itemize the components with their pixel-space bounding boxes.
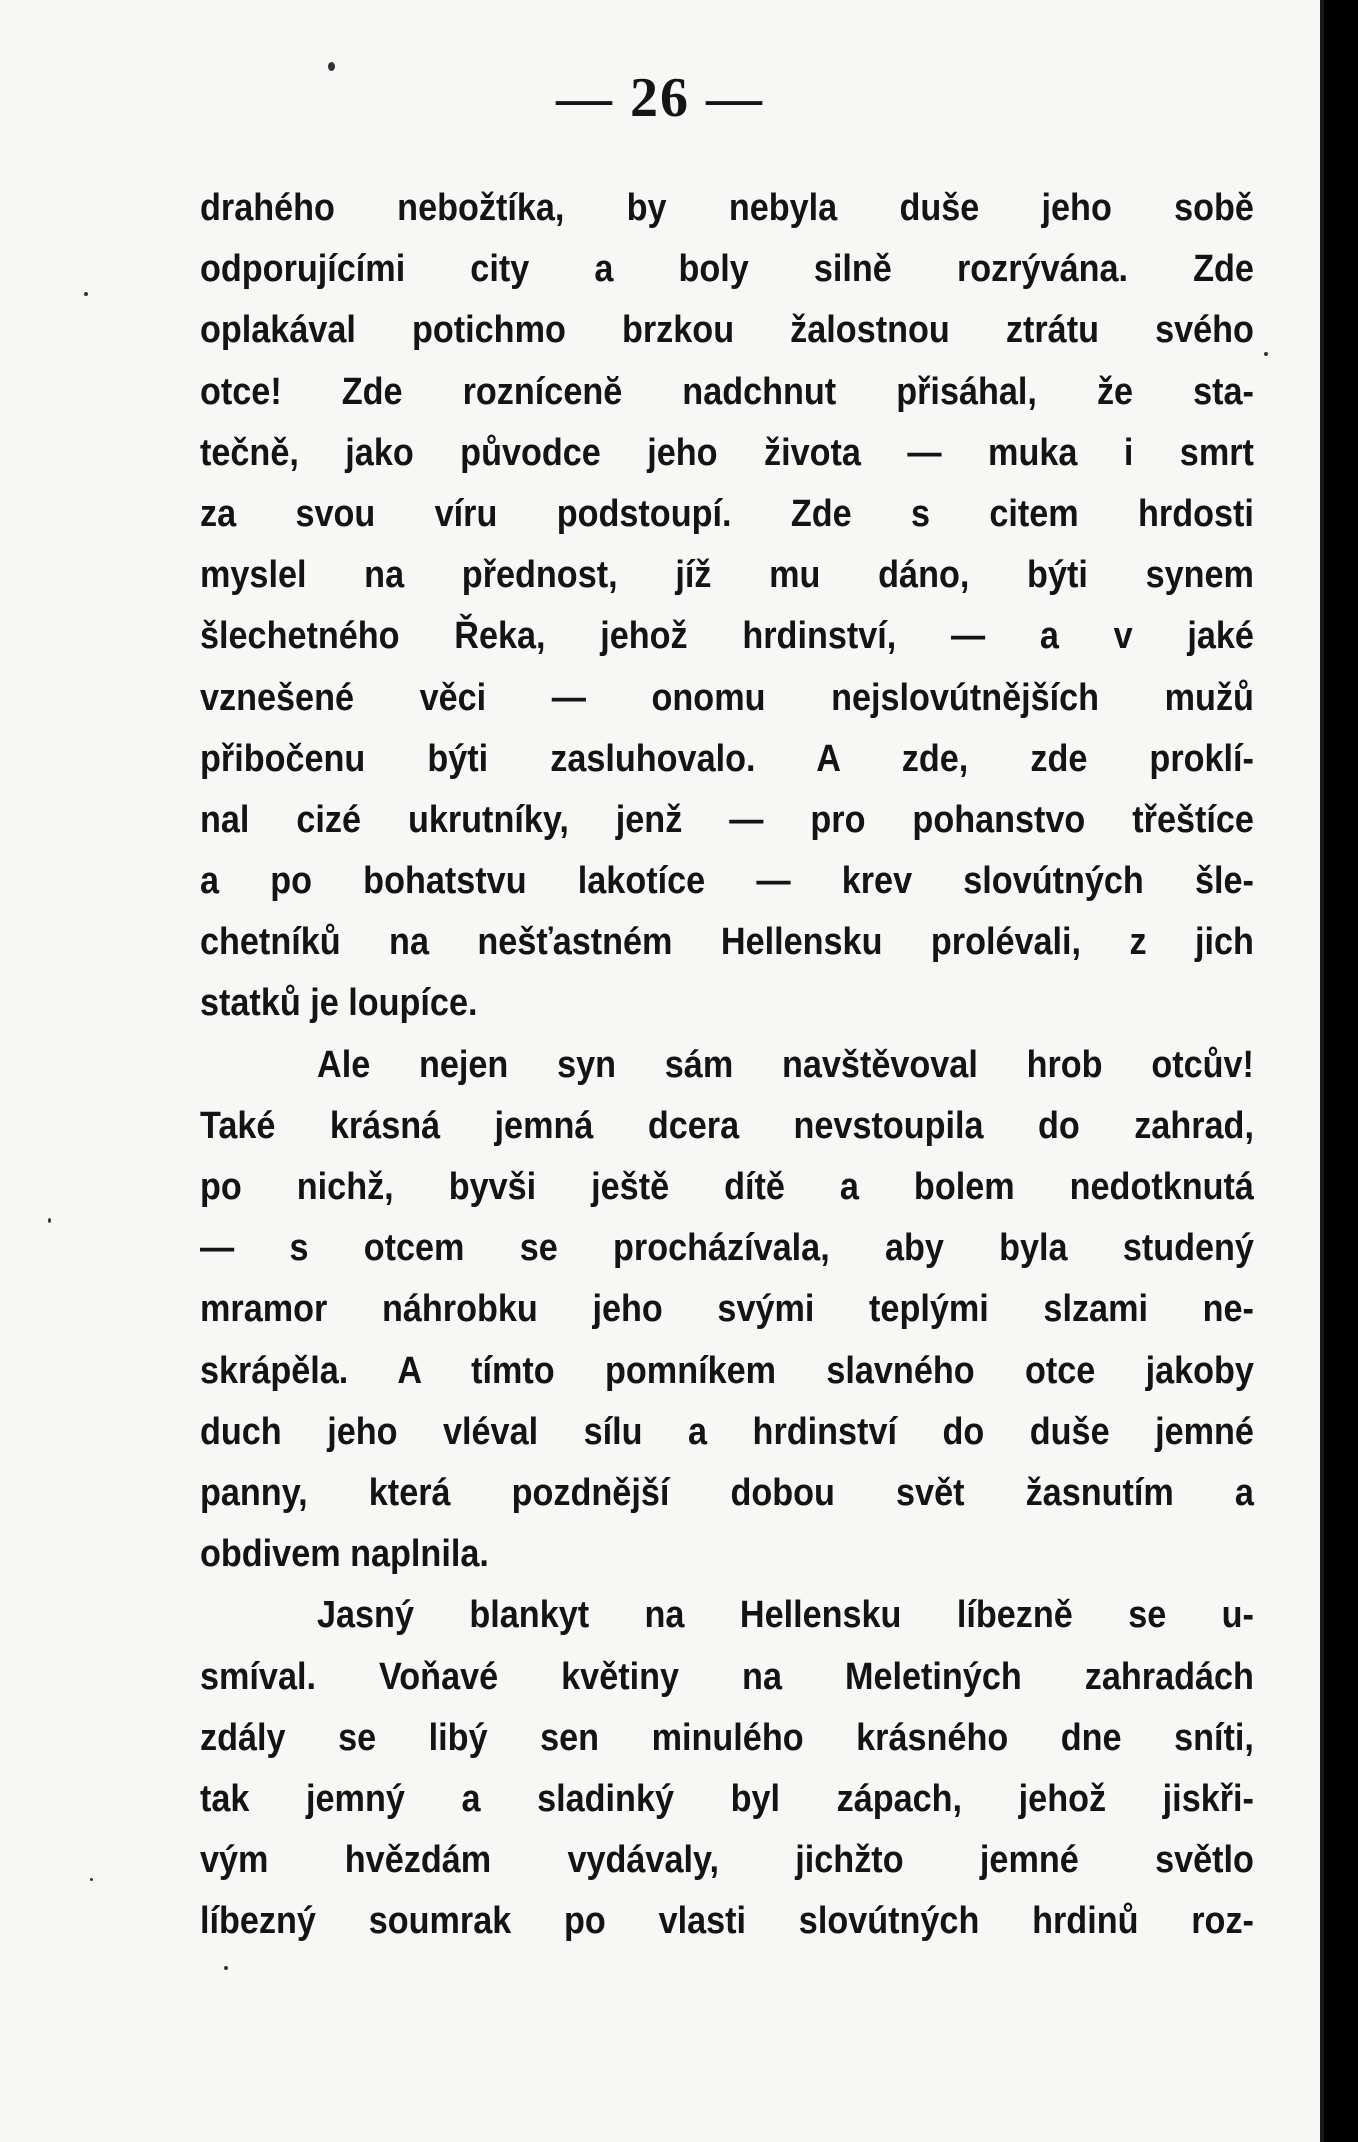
text-line: skrápěla. A tímto pomníkem slavného otce jakoby bbox=[200, 1349, 1254, 1392]
text-line: duch jeho vléval sílu a hrdinství do duše jemné bbox=[200, 1410, 1254, 1453]
text-line: chetníků na nešťastném Hellensku prolévali, z jich bbox=[200, 921, 1254, 964]
text-line: šlechetného Řeka, jehož hrdinství, — a v jaké bbox=[200, 615, 1254, 658]
text-line: vznešené věci — onomu nejslovútnějších mužů bbox=[200, 676, 1254, 719]
text-line: vým hvězdám vydávaly, jichžto jemné světlo bbox=[200, 1839, 1254, 1882]
paragraph-start-line: Jasný blankyt na Hellensku líbezně se u- bbox=[317, 1594, 1254, 1637]
text-line: oplakával potichmo brzkou žalostnou ztrátu svého bbox=[200, 309, 1254, 352]
text-line: obdivem naplnila. bbox=[200, 1533, 489, 1576]
text-line: zdály se libý sen minulého krásného dne sníti, bbox=[200, 1716, 1254, 1759]
text-line: panny, která pozdnější dobou svět žasnutím a bbox=[200, 1471, 1254, 1514]
text-line: tečně, jako původce jeho života — muka i smrt bbox=[200, 431, 1254, 474]
text-line: myslel na přednost, jíž mu dáno, býti synem bbox=[200, 554, 1254, 597]
text-line: nal cizé ukrutníky, jenž — pro pohanstvo třeštíce bbox=[200, 798, 1254, 841]
text-line: Také krásná jemná dcera nevstoupila do zahrad, bbox=[200, 1104, 1254, 1147]
text-line: drahého nebožtíka, by nebyla duše jeho sobě bbox=[200, 187, 1254, 229]
text-line: líbezný soumrak po vlasti slovútných hrdinů roz- bbox=[200, 1900, 1254, 1943]
text-line: tak jemný a sladinký byl zápach, jehož jiskři- bbox=[200, 1777, 1254, 1820]
text-line: otce! Zde roznícenĕ nadchnut přisáhal, že sta- bbox=[200, 370, 1254, 413]
scan-speck bbox=[90, 1878, 93, 1881]
page-number: — 26 — bbox=[556, 67, 764, 129]
text-line: za svou víru podstoupí. Zde s citem hrdosti bbox=[200, 492, 1254, 535]
text-line: přibočenu býti zasluhovalo. A zde, zde proklí- bbox=[200, 737, 1254, 780]
text-line: po nichž, byvši ještě dítě a bolem nedotknutá bbox=[200, 1166, 1254, 1208]
text-line: mramor náhrobku jeho svými teplými slzami ne- bbox=[200, 1288, 1254, 1331]
scan-speck bbox=[84, 292, 88, 296]
scan-speck bbox=[48, 1218, 51, 1223]
text-line: a po bohatstvu lakotíce — krev slovútných šle- bbox=[200, 860, 1254, 903]
text-line: smíval. Voňavé květiny na Meletiných zahradách bbox=[200, 1655, 1254, 1698]
scan-speck bbox=[224, 1966, 228, 1970]
scan-speck bbox=[328, 62, 335, 71]
body-text bbox=[200, 178, 1255, 1952]
scan-speck bbox=[1264, 352, 1268, 356]
text-line: — s otcem se procházívala, aby byla studený bbox=[200, 1227, 1254, 1270]
text-line: odporujícími city a boly silně rozrývána. Zde bbox=[200, 248, 1254, 291]
paragraph-start-line: Ale nejen syn sám navštěvoval hrob otcův! bbox=[317, 1043, 1254, 1086]
text-line: statků je loupíce. bbox=[200, 982, 478, 1025]
